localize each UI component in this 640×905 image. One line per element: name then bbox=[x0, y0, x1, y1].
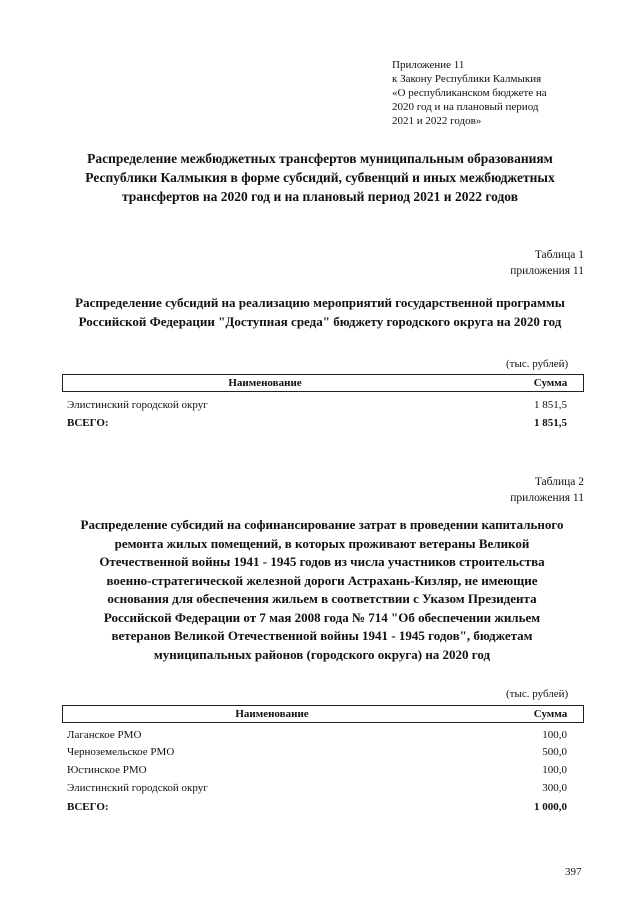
row-sum: 1 851,5 bbox=[534, 399, 567, 411]
annex-line: «О республиканском бюджете на bbox=[392, 87, 547, 99]
table1-caption-line1: Таблица 1 bbox=[534, 249, 584, 261]
table1-header-sum: Сумма bbox=[533, 377, 568, 389]
total-sum: 1 000,0 bbox=[534, 801, 567, 813]
document-title: Распределение межбюджетных трансфертов муниципальным образованиям Республики Калмыкия в форме субсидий, субвенций и иных межбюджетных трансфертов на 2020 год и на плановый период 2021 и 2022 годов bbox=[85, 151, 555, 204]
table2-caption-line2: приложения 11 bbox=[510, 492, 584, 504]
table2-caption bbox=[510, 474, 584, 506]
table1-unit: (тыс. рублей) bbox=[506, 358, 569, 370]
row-sum: 100,0 bbox=[542, 764, 567, 776]
total-label: ВСЕГО: bbox=[67, 801, 109, 813]
table1-header-name: Наименование bbox=[228, 377, 302, 389]
table-row bbox=[67, 744, 567, 760]
table1-caption-line2: приложения 11 bbox=[510, 265, 584, 277]
table2-header-sum: Сумма bbox=[533, 708, 568, 720]
table-total-row bbox=[67, 415, 567, 431]
table-total-row bbox=[67, 799, 567, 815]
row-sum: 500,0 bbox=[542, 746, 567, 758]
table2-unit: (тыс. рублей) bbox=[506, 688, 569, 700]
table2-header-name: Наименование bbox=[235, 708, 309, 720]
annex-line: Приложение 11 bbox=[392, 59, 465, 71]
table2-caption-line1: Таблица 2 bbox=[534, 476, 584, 488]
annex-line: 2021 и 2022 годов» bbox=[392, 115, 482, 127]
total-sum: 1 851,5 bbox=[534, 417, 567, 429]
row-name: Лаганское РМО bbox=[67, 729, 142, 741]
table-row bbox=[67, 397, 567, 413]
total-label: ВСЕГО: bbox=[67, 417, 109, 429]
table-row bbox=[67, 780, 567, 796]
annex-line: 2020 год и на плановый период bbox=[392, 101, 539, 113]
row-name: Черноземельское РМО bbox=[67, 746, 175, 758]
row-sum: 300,0 bbox=[542, 782, 567, 794]
table1-header bbox=[62, 374, 584, 392]
page-number: 397 bbox=[565, 866, 582, 878]
table-row bbox=[67, 762, 567, 778]
row-name: Элистинский городской округ bbox=[67, 399, 208, 411]
row-sum: 100,0 bbox=[542, 729, 567, 741]
annex-header bbox=[392, 58, 592, 128]
table2-title: Распределение субсидий на софинансирование затрат в проведении капитального ремонта жилых помещений, в которых проживают ветераны Великой Отечественной войны 1941 - 1945 годов из числа участников строительства военно-стратегической железной дороги Астрахань-Кизляр, не имеющие основания для обеспечения жильем в соответствии с Указом Президента Российской Федерации от 7 мая 2008 года № 714 "Об обеспечении жильем ветеранов Великой Отечественной войны 1941 - 1945 годов", бюджетам муниципальных районов (городского округа) на 2020 год bbox=[80, 517, 564, 662]
table1-title: Распределение субсидий на реализацию мероприятий государственной программы Российской Федерации "Доступная среда" бюджету городского округа на 2020 год bbox=[75, 295, 565, 329]
table-row bbox=[67, 727, 567, 743]
annex-line: к Закону Республики Калмыкия bbox=[392, 73, 542, 85]
table1-caption bbox=[510, 247, 584, 279]
row-name: Юстинское РМО bbox=[67, 764, 147, 776]
table2-header bbox=[62, 705, 584, 723]
row-name: Элистинский городской округ bbox=[67, 782, 208, 794]
